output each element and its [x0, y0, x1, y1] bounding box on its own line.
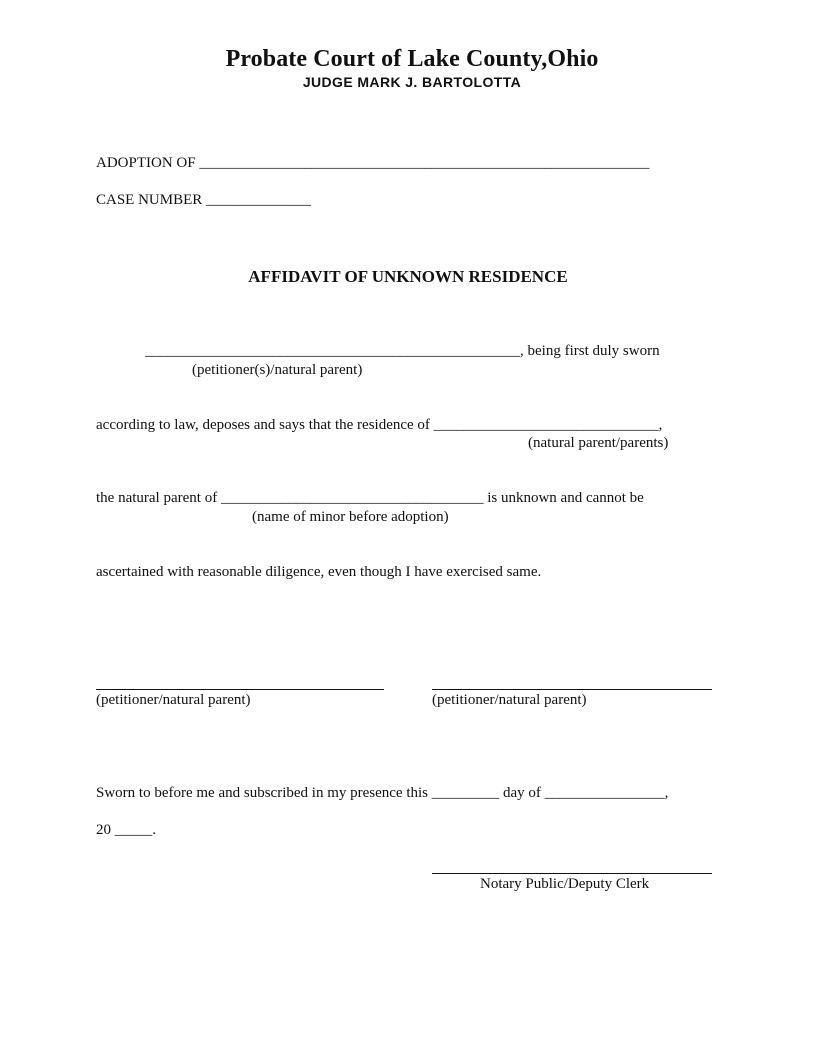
right-signature-line[interactable] [432, 689, 712, 690]
minor-name-caption: (name of minor before adoption) [252, 509, 449, 525]
case-number-field[interactable]: CASE NUMBER ______________ [96, 192, 312, 208]
right-signature-label: (petitioner/natural parent) [432, 692, 587, 708]
minor-name-line[interactable]: the natural parent of ___________________________________ is unknown and cannot be [96, 490, 644, 506]
petitioner-name-line[interactable]: __________________________________________________, being first duly sworn [145, 343, 660, 359]
notary-signature-label: Notary Public/Deputy Clerk [480, 876, 650, 892]
sworn-date-line[interactable]: Sworn to before me and subscribed in my presence this _________ day of ________________, [96, 785, 669, 801]
left-signature-line[interactable] [96, 689, 384, 690]
notary-signature-line[interactable] [432, 873, 712, 874]
diligence-statement: ascertained with reasonable diligence, even though I have exercised same. [96, 564, 542, 580]
form-title: AFFIDAVIT OF UNKNOWN RESIDENCE [248, 267, 568, 286]
natural-parent-residence-line[interactable]: according to law, deposes and says that the residence of ______________________________, [96, 417, 663, 433]
natural-parent-caption: (natural parent/parents) [528, 435, 669, 451]
adoption-of-field[interactable]: ADOPTION OF ____________________________________________________________ [96, 155, 650, 171]
petitioner-name-caption: (petitioner(s)/natural parent) [192, 362, 363, 378]
left-signature-label: (petitioner/natural parent) [96, 692, 251, 708]
judge-name: JUDGE MARK J. BARTOLOTTA [302, 74, 522, 90]
court-title: Probate Court of Lake County,Ohio [225, 46, 599, 72]
year-line[interactable]: 20 _____. [96, 822, 156, 838]
